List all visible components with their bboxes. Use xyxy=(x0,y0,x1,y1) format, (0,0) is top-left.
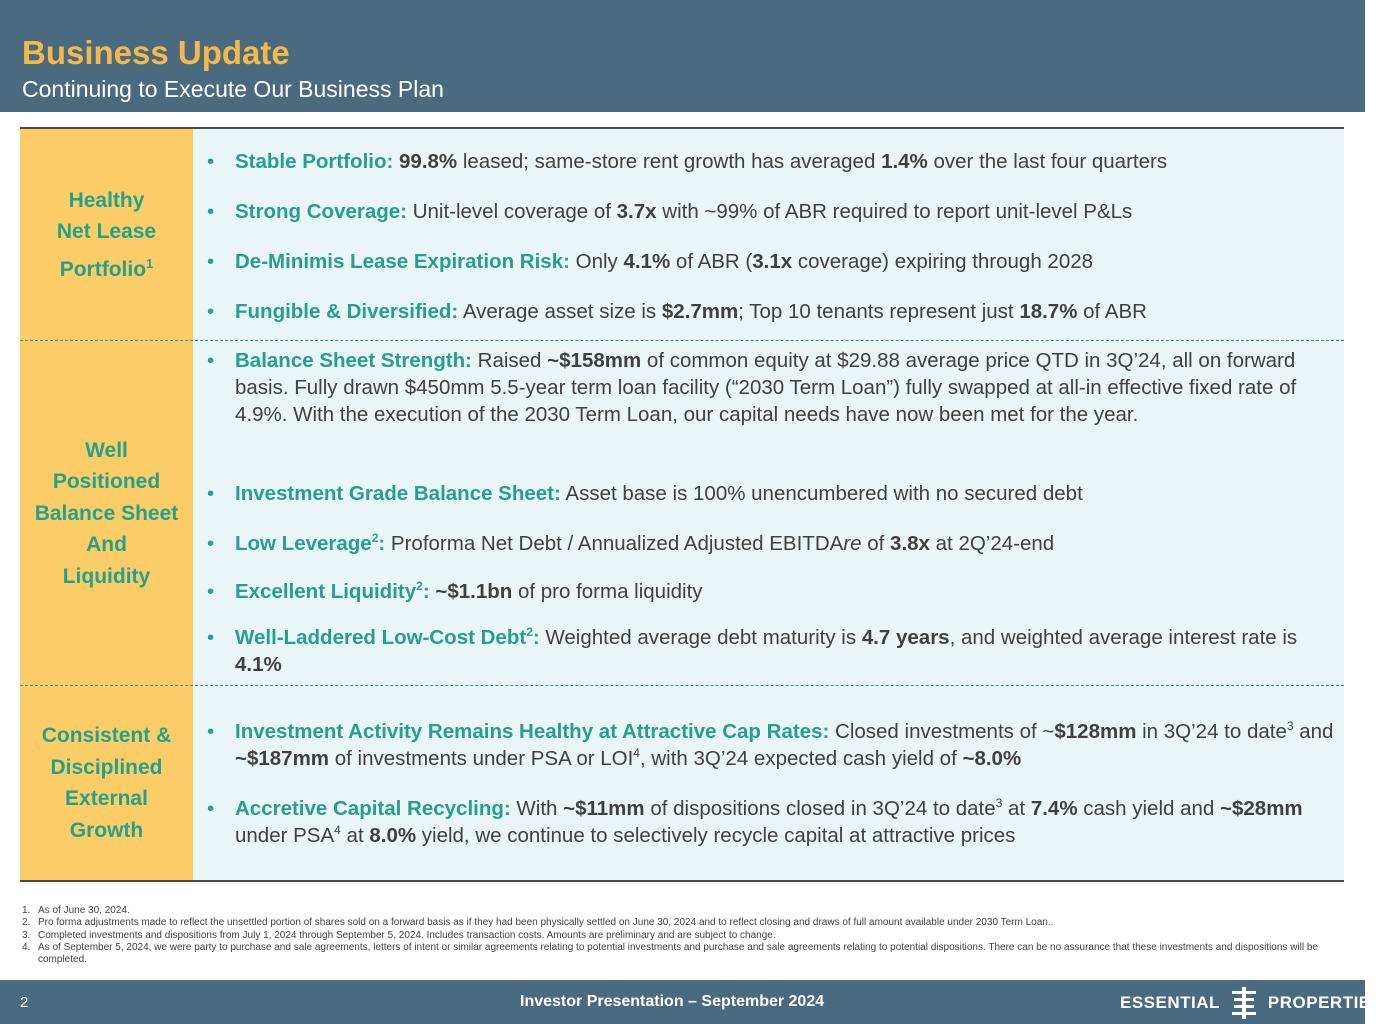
section-external-growth xyxy=(20,686,1344,880)
footnote: 2. Pro forma adjustments made to reflect the unsettled portion of shares sold on a forward basis as if they had been physically settled on June 30, 2024 and to reflect closing and draws of full amount available under 2030 Term Loan.. xyxy=(22,917,1054,929)
bullet-capital-recycling: • Accretive Capital Recycling: With ~$11mm of dispositions closed in 3Q’24 to date$^3$ at 7.4% cash yield and ~$28mm under PSA$^4$ at 8.0% yield, we continue to selectively recycle capital at attractive prices xyxy=(207,796,1303,847)
section-content-cell xyxy=(193,341,1344,686)
presentation-title: Investor Presentation – September 2024 xyxy=(520,993,825,1010)
section-label: Healthy Net Lease Portfolio$^1$ xyxy=(56,188,157,281)
bullet-fungible-diversified: • Fungible & Diversified: Average asset size is $2.7mm; Top 10 tenants represent just 18.7% of ABR xyxy=(207,300,1147,323)
footnote: 4. As of September 5, 2024, we were party to purchase and sale agreements, letters of intent or similar agreements relating to potential investments and purchase and sale agreements relating to potential dispositions. There can be no assurance that these investments and dispositions will be completed. xyxy=(22,941,1318,966)
company-logo xyxy=(1120,987,1383,1019)
bullet-low-leverage: • Low Leverage$^2$: Proforma Net Debt / Annualized Adjusted EBITDAre of 3.8x at 2Q’24-end xyxy=(207,531,1055,555)
bullet-investment-grade: • Investment Grade Balance Sheet: Asset base is 100% unencumbered with no secured debt xyxy=(207,482,1083,505)
page-title: Business Update xyxy=(22,34,290,71)
footnote: 1. As of June 30, 2024. xyxy=(22,905,130,916)
section-label-cell xyxy=(20,129,193,341)
bullet-dot: • xyxy=(207,349,215,372)
bullet-investment-activity: • Investment Activity Remains Healthy at Attractive Cap Rates: Closed investments of ~$128mm in 3Q’24 to date$^3$ and ~$187mm of investments under PSA or LOI$^4$, with 3Q’24 expected cash yield of ~8.0% xyxy=(207,719,1334,770)
page-subtitle: Continuing to Execute Our Business Plan xyxy=(22,76,444,102)
logo-mark-icon xyxy=(1230,987,1258,1019)
section-label-cell xyxy=(20,341,193,686)
logo-text-right: PROPERTIES xyxy=(1267,993,1383,1012)
bullet-dot: • xyxy=(207,200,215,223)
bullet-stable-portfolio: • Stable Portfolio: 99.8% leased; same-store rent growth has averaged 1.4% over the last four quarters xyxy=(207,150,1168,173)
page-number: 2 xyxy=(20,994,29,1011)
logo-text-left: ESSENTIAL xyxy=(1120,993,1220,1012)
table-bottom-rule xyxy=(20,880,1344,882)
footnote: 3. Completed investments and dispositions from July 1, 2024 through September 5, 2024. Includes transaction costs. Amounts are preliminary and are subject to change. xyxy=(22,929,776,941)
section-content-cell xyxy=(193,686,1344,880)
section-healthy-portfolio xyxy=(20,129,1344,341)
content-table xyxy=(20,127,1344,882)
bullet-dot: • xyxy=(207,580,215,603)
section-content-cell xyxy=(193,129,1344,341)
bullet-lease-expiration: • De-Minimis Lease Expiration Risk: Only 4.1% of ABR (3.1x coverage) expiring through 2028 xyxy=(207,250,1094,273)
bullet-excellent-liquidity: • Excellent Liquidity$^2$: ~$1.1bn of pro forma liquidity xyxy=(207,579,703,603)
bullet-dot: • xyxy=(207,300,215,323)
bullet-strong-coverage: • Strong Coverage: Unit-level coverage of 3.7x with ~99% of ABR required to report unit-level P&Ls xyxy=(207,200,1133,223)
bullet-low-cost-debt: • Well-Laddered Low-Cost Debt$^2$: Weighted average debt maturity is 4.7 years, and weighted average interest rate is 4.1% xyxy=(207,625,1298,676)
bullet-dot: • xyxy=(207,532,215,555)
bullet-balance-sheet-strength: • Balance Sheet Strength: Raised ~$158mm of common equity at $29.88 average price QTD in 3Q’24, all on forward basis. Fully drawn $450mm 5.5-year term loan facility (“2030 Term Loan”) fully swapped at all-in effective fixed rate of 4.9%. With the execution of the 2030 Term Loan, our capital needs have now been met for the year. xyxy=(207,349,1297,426)
footnotes xyxy=(22,905,1342,966)
section-label: Consistent & Disciplined External Growth xyxy=(41,724,172,842)
footer-bar xyxy=(0,980,1383,1024)
section-balance-sheet xyxy=(20,341,1344,686)
bullet-dot: • xyxy=(207,720,215,743)
bullet-dot: • xyxy=(207,626,215,649)
bullet-dot: • xyxy=(207,482,215,505)
header-bar xyxy=(0,0,1365,112)
bullet-dot: • xyxy=(207,797,215,820)
bullet-dot: • xyxy=(207,250,215,273)
bullet-dot: • xyxy=(207,150,215,173)
section-label: Well Positioned Balance Sheet And Liquidity xyxy=(34,438,179,588)
section-label-cell xyxy=(20,686,193,880)
